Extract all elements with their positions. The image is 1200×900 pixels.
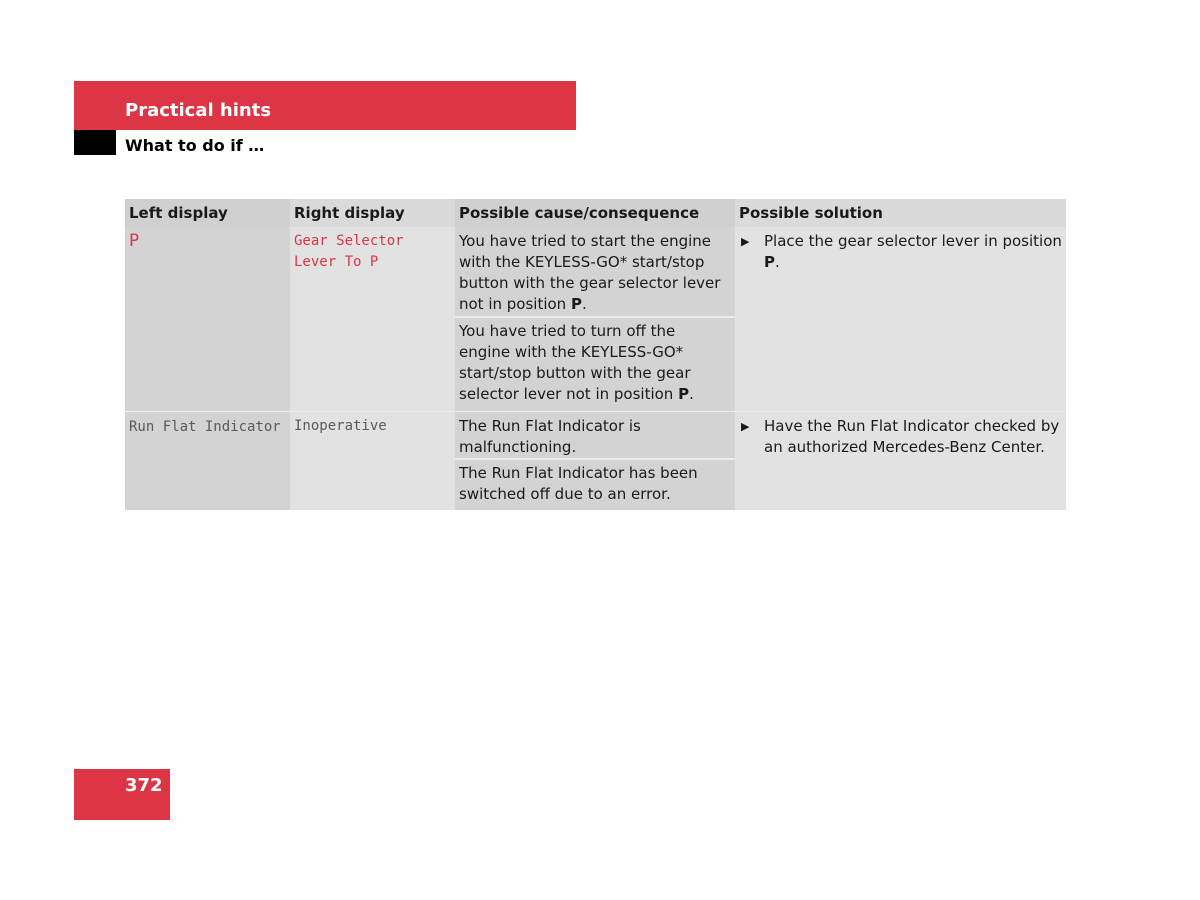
solution-item (739, 416, 1062, 458)
right-display-line: Inoperative (294, 418, 387, 434)
cause-cell (455, 227, 735, 318)
column-header-solution: Possible solution (735, 199, 1066, 227)
cause-bold: P (678, 385, 690, 403)
cause-text: The Run Flat Indicator is malfunctioning. (459, 417, 641, 456)
cause-text: You have tried to turn off the engine with the KEYLESS-GO* start/stop button with the gear selector lever not in position (459, 322, 691, 403)
page-number: 372 (125, 775, 163, 796)
solution-text: Place the gear selector lever in position (764, 232, 1062, 250)
cause-end: . (581, 295, 587, 313)
cause-cell (455, 318, 735, 411)
solution-cell (735, 411, 1066, 510)
section-header-band (74, 81, 576, 130)
bullet-arrow-icon: ▶ (741, 235, 750, 248)
solution-item (739, 231, 1062, 273)
troubleshooting-table (125, 199, 1066, 510)
subtitle-marker (74, 130, 116, 155)
right-display-line: Lever To P (294, 254, 379, 270)
right-display-cell (290, 411, 455, 510)
page-subtitle: What to do if … (125, 136, 265, 155)
left-display-cell (125, 227, 290, 411)
cause-text: The Run Flat Indicator has been switched off due to an error. (459, 464, 698, 503)
left-display-cell (125, 411, 290, 510)
cause-cell (455, 460, 735, 510)
right-display-cell (290, 227, 455, 411)
left-display-value: Run Flat Indicator (129, 419, 281, 435)
solution-end: . (775, 253, 780, 271)
bullet-arrow-icon: ▶ (741, 420, 750, 433)
solution-text: Have the Run Flat Indicator checked by an authorized Mercedes-Benz Center. (764, 417, 1060, 456)
left-display-value: P (129, 231, 140, 251)
column-header-left-display: Left display (125, 199, 290, 227)
cause-text: You have tried to start the engine with the KEYLESS-GO* start/stop button with the gear selector lever not in position (459, 232, 721, 313)
cause-bold: P (570, 295, 582, 313)
cause-end: . (689, 385, 694, 403)
solution-cell (735, 227, 1066, 411)
cause-cell (455, 411, 735, 460)
column-header-right-display: Right display (290, 199, 455, 227)
column-header-cause: Possible cause/consequence (455, 199, 735, 227)
page-number-box (74, 769, 170, 820)
section-title: Practical hints (125, 100, 272, 121)
solution-bold: P (764, 253, 775, 271)
right-display-line: Gear Selector (294, 233, 404, 249)
